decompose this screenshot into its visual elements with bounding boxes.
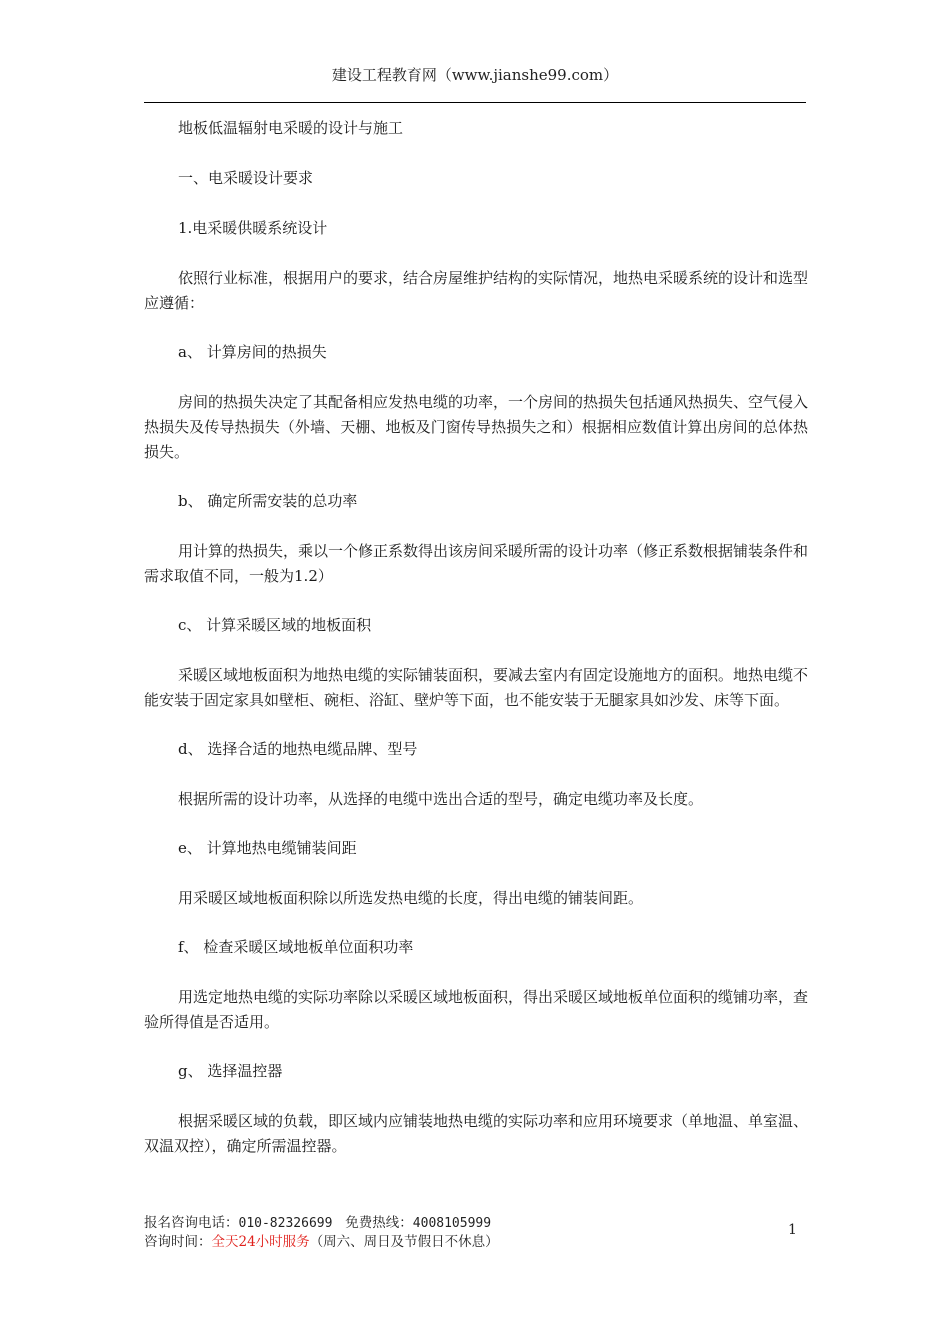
paragraph: 用计算的热损失，乘以一个修正系数得出该房间采暖所需的设计功率（修正系数根据铺装条件和需求取值不同，一般为1.2） bbox=[144, 542, 809, 585]
paragraph: 房间的热损失决定了其配备相应发热电缆的功率，一个房间的热损失包括通风热损失、空气侵入热损失及传导热损失（外墙、天棚、地板及门窗传导热损失之和）根据相应数值计算出房间的总体热损失。 bbox=[144, 393, 809, 461]
step-heading-b: b、 确定所需安装的总功率 bbox=[178, 492, 358, 510]
subsection-heading: 1.电采暖供暖系统设计 bbox=[178, 219, 328, 237]
step-heading-d: d、 选择合适的地热电缆品牌、型号 bbox=[178, 740, 418, 758]
section-heading: 一、电采暖设计要求 bbox=[178, 169, 314, 187]
paragraph: 依照行业标准，根据用户的要求，结合房屋维护结构的实际情况，地热电采暖系统的设计和选型应遵循： bbox=[144, 269, 809, 312]
phone-number: 010-82326699 bbox=[238, 1216, 333, 1231]
page-footer bbox=[144, 1214, 499, 1251]
hours-label: 咨询时间： bbox=[144, 1234, 212, 1250]
document-body bbox=[144, 116, 808, 1183]
footer-contact-line bbox=[144, 1214, 499, 1233]
page-number: 1 bbox=[788, 1222, 797, 1238]
hours-note: （周六、周日及节假日不休息） bbox=[309, 1234, 499, 1250]
phone-label: 报名咨询电话： bbox=[144, 1215, 239, 1231]
hotline-number: 4008105999 bbox=[412, 1216, 492, 1231]
hotline-label: 免费热线： bbox=[345, 1215, 413, 1231]
paragraph: 用选定地热电缆的实际功率除以采暖区域地板面积，得出采暖区域地板单位面积的缆铺功率，查验所得值是否适用。 bbox=[144, 988, 809, 1031]
paragraph: 根据所需的设计功率，从选择的电缆中选出合适的型号，确定电缆功率及长度。 bbox=[178, 790, 704, 808]
step-heading-e: e、 计算地热电缆铺装间距 bbox=[178, 839, 357, 857]
footer-hours-line bbox=[144, 1233, 499, 1251]
paragraph: 根据采暖区域的负载，即区域内应铺装地热电缆的实际功率和应用环境要求（单地温、单室温、双温双控），确定所需温控器。 bbox=[144, 1112, 809, 1155]
paragraph: 采暖区域地板面积为地热电缆的实际铺装面积，要减去室内有固定设施地方的面积。地热电缆不能安装于固定家具如壁柜、碗柜、浴缸、壁炉等下面，也不能安装于无腿家具如沙发、床等下面。 bbox=[144, 666, 809, 709]
hours-highlight: 全天24小时服务 bbox=[211, 1234, 310, 1250]
step-heading-a: a、 计算房间的热损失 bbox=[178, 343, 327, 361]
page-header-title: 建设工程教育网（www.jianshe99.com） bbox=[331, 66, 619, 84]
paragraph: 用采暖区域地板面积除以所选发热电缆的长度，得出电缆的铺装间距。 bbox=[178, 889, 644, 907]
step-heading-g: g、 选择温控器 bbox=[178, 1062, 283, 1080]
step-heading-f: f、 检查采暖区域地板单位面积功率 bbox=[178, 938, 414, 956]
step-heading-c: c、 计算采暖区域的地板面积 bbox=[178, 616, 372, 634]
document-title: 地板低温辐射电采暖的设计与施工 bbox=[178, 119, 404, 137]
header-divider bbox=[144, 102, 806, 103]
